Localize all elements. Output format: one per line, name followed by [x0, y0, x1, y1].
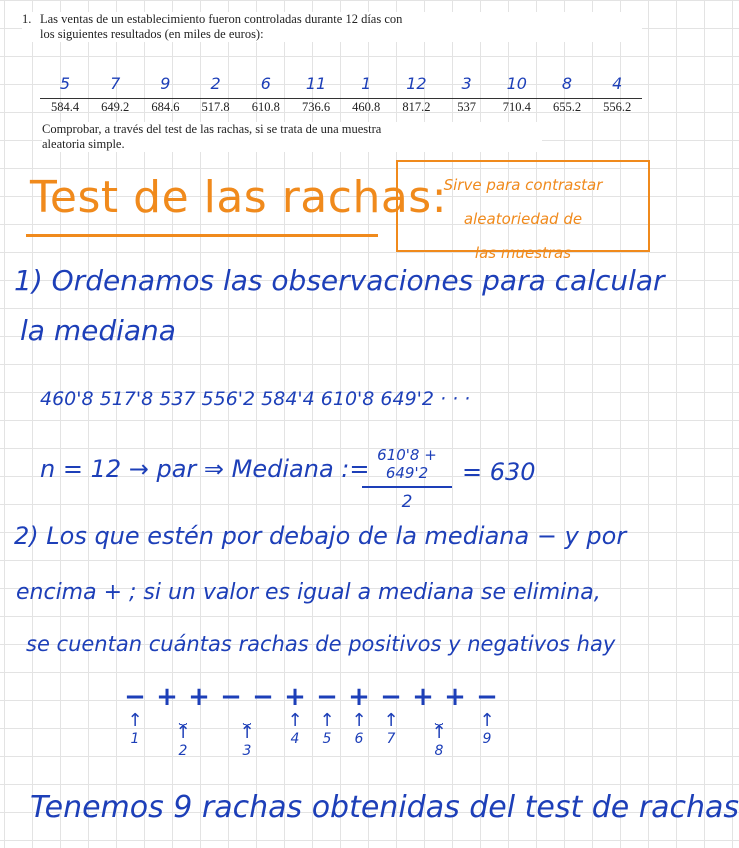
- problem-number: 1.: [22, 12, 32, 26]
- value-cell: 736.6: [301, 100, 331, 114]
- minus-sign: −: [220, 682, 242, 712]
- up-arrow-icon: ↑: [287, 710, 303, 731]
- rank-cell: 5: [59, 74, 71, 93]
- rank-cell: 12: [406, 74, 427, 93]
- plus-sign: +: [156, 682, 178, 712]
- step1-line-2: la mediana: [20, 314, 176, 347]
- up-arrow-icon: ↑: [431, 722, 447, 743]
- run-marker: [153, 712, 213, 760]
- brace-icon: ⏟: [178, 710, 188, 726]
- step2-line-1: 2) Los que estén por debajo de la mediana − y por: [14, 522, 627, 550]
- value-cell: 517.8: [201, 100, 230, 114]
- up-arrow-icon: ↑: [127, 710, 143, 731]
- value-cell: 556.2: [603, 100, 632, 114]
- minus-sign: −: [380, 682, 402, 712]
- sales-table: [40, 76, 642, 116]
- rank-cell: 3: [461, 74, 472, 93]
- run-number: 8: [434, 743, 444, 759]
- sorted-values: 460'8 517'8 537 556'2 584'4 610'8 649'2 · · ·: [40, 388, 471, 410]
- brace-icon: ⏟: [434, 710, 444, 726]
- rank-cell: 8: [561, 74, 573, 93]
- question: [42, 122, 542, 152]
- run-number: 6: [354, 731, 364, 747]
- run-number: 9: [482, 731, 492, 747]
- run-marker: [457, 712, 517, 748]
- up-arrow-icon: ↑: [319, 710, 335, 731]
- step1-line-1: 1) Ordenamos las observaciones para calcular: [14, 264, 665, 297]
- value-cell: 649.2: [101, 100, 130, 114]
- value-row: [40, 100, 642, 116]
- median-fraction: [362, 446, 452, 512]
- up-arrow-icon: ↑: [383, 710, 399, 731]
- up-arrow-icon: ↑: [175, 722, 191, 743]
- definition-line-1: Sirve para contrastar aleatoriedad de: [443, 176, 603, 228]
- rank-cell: 11: [305, 74, 327, 93]
- minus-sign: −: [124, 682, 146, 712]
- minus-sign: −: [252, 682, 274, 712]
- value-cell: 817.2: [402, 100, 431, 114]
- step2-line-3: se cuentan cuántas rachas de positivos y negativos hay: [26, 632, 616, 656]
- value-cell: 537: [457, 100, 476, 114]
- value-cell: 610.8: [251, 100, 280, 114]
- brace-icon: ⏟: [242, 710, 252, 726]
- value-cell: 655.2: [552, 100, 582, 114]
- run-number: 4: [290, 731, 300, 747]
- notes-title: Test de las rachas:: [30, 172, 448, 223]
- definition-line-2: las muestras: [474, 244, 572, 262]
- problem-line-2: los siguientes resultados (en miles de euros):: [40, 27, 264, 41]
- value-cell: 684.6: [151, 100, 180, 114]
- plus-sign: +: [188, 682, 210, 712]
- value-cell: 710.4: [502, 100, 531, 114]
- rank-cell: 1: [361, 74, 372, 93]
- conclusion: Tenemos 9 rachas obtenidas del test de rachas: [30, 790, 739, 825]
- run-number: 2: [178, 743, 188, 759]
- run-number: 1: [130, 731, 140, 747]
- rank-cell: 10: [506, 74, 527, 93]
- definition-box: [396, 160, 650, 262]
- fraction-denominator: 2: [401, 492, 413, 512]
- value-cell: 460.8: [352, 100, 381, 114]
- run-number: 7: [386, 731, 396, 747]
- plus-sign: +: [444, 682, 466, 712]
- plus-sign: +: [348, 682, 370, 712]
- median-result: = 630: [462, 458, 536, 486]
- rank-cell: 7: [110, 74, 121, 93]
- question-line-1: Comprobar, a través del test de las rachas, si se trata de una muestra: [42, 122, 382, 136]
- runs-markers: [120, 712, 520, 772]
- run-number: 5: [322, 731, 332, 747]
- up-arrow-icon: ↑: [239, 722, 255, 743]
- fraction-bar: [362, 486, 452, 488]
- median-formula-left: n = 12 → par ⇒ Mediana :=: [40, 455, 370, 483]
- minus-sign: −: [476, 682, 498, 712]
- question-line-2: aleatoria simple.: [42, 137, 125, 151]
- table-rule: [40, 98, 642, 99]
- plus-sign: +: [412, 682, 434, 712]
- rank-cell: 2: [210, 74, 221, 93]
- up-arrow-icon: ↑: [351, 710, 367, 731]
- run-number: 3: [242, 743, 252, 759]
- up-arrow-icon: ↑: [479, 710, 495, 731]
- rank-cell: 9: [160, 74, 171, 93]
- plus-sign: +: [284, 682, 306, 712]
- fraction-numerator: 610'8 + 649'2: [377, 446, 437, 482]
- rank-cell: 6: [260, 74, 271, 93]
- title-underline: [26, 234, 378, 237]
- problem-line-1: Las ventas de un establecimiento fueron controladas durante 12 días con: [40, 12, 403, 26]
- minus-sign: −: [316, 682, 338, 712]
- sign-sequence: [120, 682, 520, 712]
- step2-line-2: encima + ; si un valor es igual a mediana se elimina,: [16, 580, 601, 605]
- rank-row: [40, 76, 642, 98]
- problem-statement: [22, 12, 642, 114]
- value-cell: 584.4: [50, 100, 80, 114]
- rank-cell: 4: [612, 74, 623, 93]
